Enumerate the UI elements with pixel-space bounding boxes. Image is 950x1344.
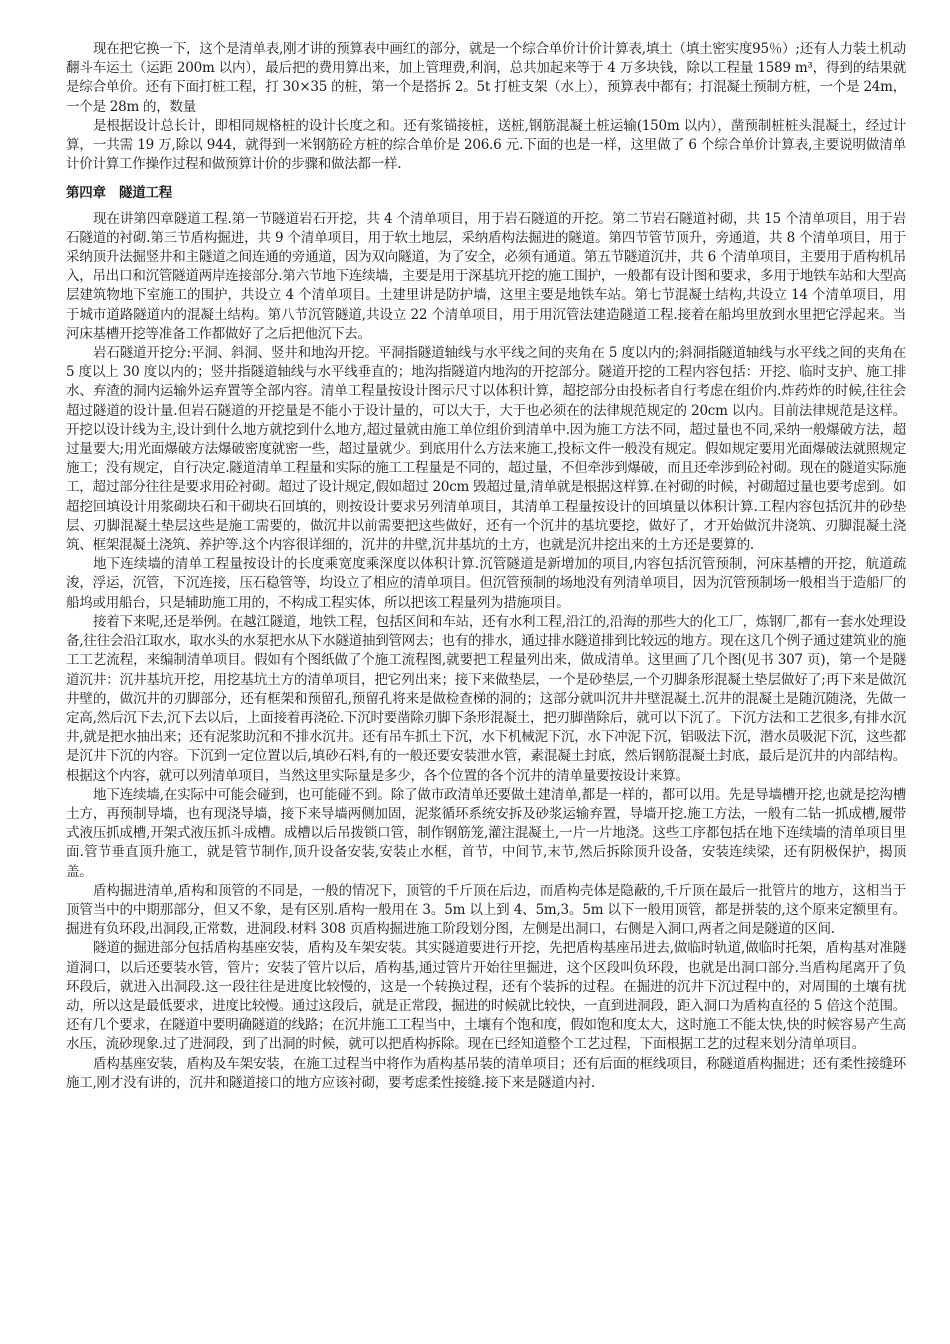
spacer <box>66 174 906 178</box>
paragraph: 盾构掘进清单,盾构和顶管的不同是，一般的情况下，顶管的千斤顶在后边，而盾构壳体是隐蔽的,千斤顶在最后一批管片的地方，这相当于顶管当中的中期那部分，但又不象，是有区别.盾构一般用在 3。5m 以上到 4、5m,3。5m 以下一般用顶管，都是拼装的,这个原来定额里有。掘进有负环段,出洞段,正常数，进洞段.材料 308 页盾构掘进施工阶段划分图，左侧是出洞口，右侧是入洞口,两者之间是隧道的区间. <box>66 882 906 938</box>
document-page <box>66 40 906 1093</box>
chapter-heading: 第四章 隧道工程 <box>66 185 172 202</box>
paragraph: 现在讲第四章隧道工程.第一节隧道岩石开挖，共 4 个清单项目，用于岩石隧道的开挖。第二节岩石隧道衬砌，共 15 个清单项目，用于岩石隧道的衬砌.第三节盾构掘进，共 9 个清单项目，用于软土地层，采纳盾构法掘进的隧道。第四节管节顶升，旁通道，共 8 个清单项目，用于采纳顶升法掘竖井和主隧道之间连通的旁通道，因为双向隧道，为了安全，必须有通道。第五节隧道沉井，共 6 个清单项目，主要用于盾构机吊入，吊出口和沉管隧道两岸连接部分.第六节地下连续墙，主要是用于深基坑开挖的施工围护，一般都有设计图和要求，多用于地铁车站和大型高层建筑物地下室施工的围护，共设立 4 个清单项目。土建里讲是防护墙，这里主要是地铁车站。第七节混凝土结构,共设立 14 个清单项目，用于城市道路隧道内的混凝土结构。第八节沉管隧道,共设立 22 个清单项目，用于用沉管法建造隧道工程.接着在船坞里放到水里把它浮起来。当河床基槽开挖等准备工作都做好了之后把他沉下去。 <box>66 210 906 342</box>
paragraph: 地下连续墙,在实际中可能会碰到，也可能碰不到。除了做市政清单还要做土建清单,都是一样的，都可以用。先是导墙槽开挖,也就是挖沟槽土方，再预制导墙，也有现浇导墙，接下来导墙两侧加固，泥浆循环系统安拆及砂浆运输弃置，导墙开挖.施工方法，一般有二钻一抓成槽,履带式液压抓成槽,开架式液压抓斗成槽。成槽以后吊拨锁口管，制作钢筋笼,灌注混凝土,一片一片地浇。这些工序都包括在地下连续墙的清单项目里面.管节垂直顶升施工，就是管节制作,顶升设备安装,安装止水框，首节，中间节,末节,然后拆除顶升设备，安装连续梁，还有阴极保护，揭顶盖。 <box>66 786 906 880</box>
paragraph: 现在把它换一下，这个是清单表,刚才讲的预算表中画红的部分，就是一个综合单价计价计算表,填土（填土密实度95％）;还有人力装土机动翻斗车运土（运距 200m 以内），最后把的费用算出来，加上管理费,利润，总共加起来等于 4 万多块钱，除以工程量 1589 m³，得到的结果就是综合单价。还有下面打桩工程，打 30×35 的桩，第一个是搭拆 2。5t 打桩支架（水上），预算表中都有；打混凝土预制方桩，一个是 24m，一个是 28m 的，数量 <box>66 41 906 115</box>
paragraph: 是根据设计总长计，即相同规格桩的设计长度之和。还有浆锚接桩，送桩,钢筋混凝土桩运输(150m 以内），凿预制桩桩头混凝土，经过计算，一共需 19 万,除以 944，就得到一米钢筋砼方桩的综合单价是 206.6 元.下面的也是一样，这里做了 6 个综合单价计算表,主要说明做清单计价计算工作操作过程和做预算计价的步骤和做法都一样. <box>66 117 906 173</box>
paragraph: 盾构基座安装，盾构及车架安装，在施工过程当中将作为盾构基吊装的清单项目；还有后面的框线项目，称隧道盾构掘进；还有柔性接缝环施工,刚才没有讲的，沉井和隧道接口的地方应该衬砌，要考虑柔性接缝.接下来是隧道内衬. <box>66 1055 906 1091</box>
paragraph: 岩石隧道开挖分:平洞、斜洞、竖井和地沟开挖。平洞指隧道轴线与水平线之间的夹角在 5 度以内的;斜洞指隧道轴线与水平线之间的夹角在 5 度以上 30 度以内的；竖井指隧道轴线与水平线垂直的；地沟指隧道内地沟的开挖部分。隧道开挖的工程内容包括：开挖、临时支护、施工排水、弃渣的洞内运输外运弃置等全部内容。清单工程量按设计图示尺寸以体积计算，超挖部分由投标者自行考虑在组价内.炸药炸的时候,往往会超过隧道的设计量.但岩石隧道的开挖量是不能小于设计量的，可以大于，大于也必须在的法律规范规定的 20cm 以内。目前法律规范是这样。开挖以设计线为主,设计到什么地方就挖到什么地方,超过量就由施工单位组价到清单中.因为施工方法不同，超过量也不同,采纳一般爆破方法，超过量要大;用光面爆破方法爆破密度就密一些，超过量就少。到底用什么方法来施工,投标文件一般没有规定。假如规定要用光面爆破法就照规定施工；没有规定，自行决定.隧道清单工程量和实际的施工工程量是不同的，超过量，不但牵涉到爆破，而且还牵涉到砼衬砌。现在的隧道实际施工，超过部分往往是要求用砼衬砌。超过了设计规定,假如超过 20cm 毁超过量,清单就是根据这样算.在衬砌的时候，衬砌超过量也要考虑到。如超挖回填设计用浆砌块石和干砌块石回填的，则按设计要求另列清单项目，其清单工程量按设计的回填量以体积计算.工程内容包括沉井的砂垫层、刃脚混凝土垫层这些是施工需要的，做沉井以前需要把这些做好，还有一个沉井的基坑要挖，做好了，才开始做沉井浇筑、刃脚混凝土浇筑、框架混凝土浇筑、养护等.这个内容很详细的，沉井的井壁,沉井基坑的土方，也就是沉井挖出来的土方还是要算的. <box>66 345 906 554</box>
paragraph: 地下连续墙的清单工程量按设计的长度乘宽度乘深度以体积计算.沉管隧道是新增加的项目,内容包括沉管预制，河床基槽的开挖，航道疏浚，浮运，沉管，下沉连接，压石稳管等，均设立了相应的清单项目。但沉管预制的场地没有列清单项目，因为沉管预制场一般相当于造船厂的船坞或用船台，只是辅助施工用的，不构成工程实体，所以把该工程量列为措施项目。 <box>66 556 906 611</box>
paragraph: 接着下来呢,还是举例。在越江隧道，地铁工程，包括区间和车站，还有水利工程,沿江的,沿海的那些大的化工厂，炼钢厂,都有一套水处理设备,往往会沿江取水，取水头的水泵把水从下水隧道抽到管网去；也有的排水，通过排水隧道排到比较远的地方。现在这几个例子通过建筑业的施工工艺流程，来编制清单项目。假如有个图纸做了个施工流程图,就要把工程量列出来，做成清单。这里画了几个图(见书 307 页)，第一个是隧道沉井：沉井基坑开挖，用挖基坑土方的清单项目，把它列出来；接下来做垫层，一个是砂垫层,一个刃脚条形混凝土垫层做好了;再下来是做沉井壁的，做沉井的刃脚部分，还有框架和预留孔,预留孔将来是做检查梯的洞的；这部分就叫沉井井壁混凝土.沉井的混凝土是随沉随浇，先做一定高,然后沉下去,沉下去以后，上面接着再浇砼.下沉时要凿除刃脚下条形混凝土，把刃脚凿除后，就可以下沉了。下沉方法和工艺很多,有排水沉井,就是把水抽出来；还有泥浆助沉和不排水沉井。还有吊车抓土下沉，水下机械泥下沉，水下冲泥下沉，铝吸法下沉，潜水员吸泥下沉，这些都是沉井下沉的内容。下沉到一定位置以后,填砂石料,有的一般还要安装泄水管，素混凝土封底，然后钢筋混凝土封底，最后是沉井的内部结构。根据这个内容，就可以列清单项目，当然这里实际量是多少，各个位置的各个沉井的清单量要按设计来算。 <box>66 613 906 784</box>
paragraph: 隧道的掘进部分包括盾构基座安装，盾构及车架安装。其实隧道要进行开挖，先把盾构基座吊进去,做临时轨道,做临时托架，盾构基对准隧道洞口，以后还要装水管，管片；安装了管片以后，盾构基,通过管片开始往里掘进，这个区段叫负环段，也就是出洞口部分.当盾构尾离开了负环段后，就进入出洞段.这一段往往是进度比较慢的，这是一个转换过程，还有个装拆的过程。在掘进的沉井下沉过程中的，对周围的土壤有扰动，所以这是最低要求，进度比较慢。通过这段后，就是正常段，掘进的时候就比较快，一直到进洞段，距入洞口为盾构直径的 5 倍这个范围。还有几个要求，在隧道中要明确隧道的线路；在沉井施工工程当中，土壤有个饱和度，假如饱和度太大，这时施工不能太快,快的时候容易产生高水压，流砂现象.过了进洞段，到了出洞的时候，就可以把盾构拆除。现在已经知道整个工艺过程，下面根据工艺的过程来划分清单项目。 <box>66 940 906 1053</box>
